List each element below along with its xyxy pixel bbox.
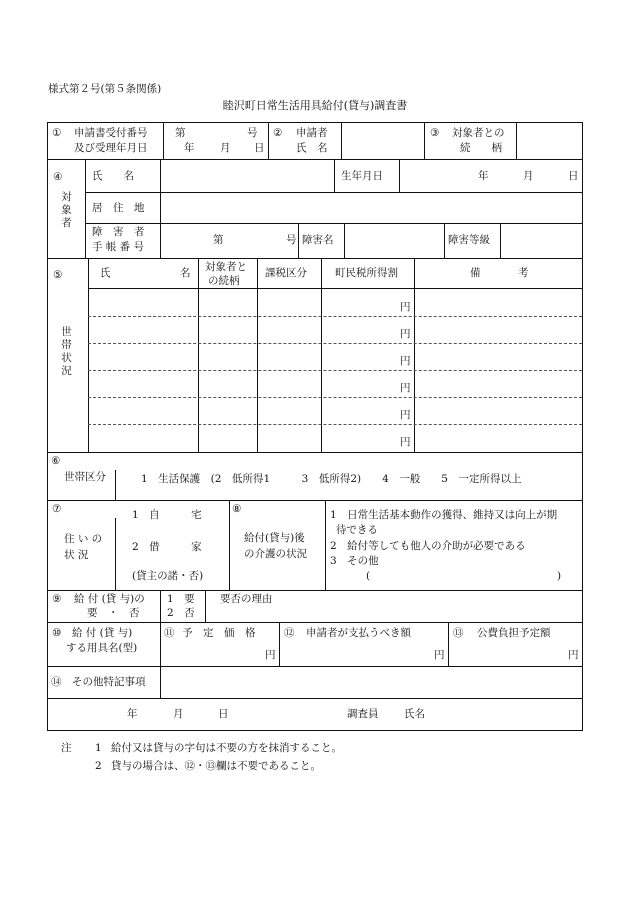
residence-label-line1: 住 い の: [64, 533, 103, 545]
item-number: ⑬: [453, 627, 464, 639]
birth-year-label: 年: [478, 170, 489, 182]
disability-grade-label: 障害等級: [448, 234, 490, 246]
investigation-day-label: 日: [218, 708, 229, 720]
yen-unit: 円: [568, 649, 579, 661]
col-tax-category: 課税区分: [265, 267, 307, 279]
disability-name-label: 障害名: [302, 234, 334, 246]
subject-side-label: 対象者: [61, 191, 72, 229]
form-title: 睦沢町日常生活用具給付(貸与)調査書: [222, 99, 408, 112]
yen-unit: 円: [265, 649, 276, 661]
equipment-label-line1: 給 付 (貸 与): [72, 627, 133, 639]
yen-unit: 円: [400, 382, 411, 394]
birth-day-label: 日: [568, 170, 579, 182]
item-number: ⑭: [51, 676, 62, 688]
item-number: ⑤: [53, 269, 63, 281]
note-1-text: 給付又は貸与の字句は不要の方を抹消すること。: [111, 742, 342, 754]
yen-unit: 円: [400, 328, 411, 340]
care-option-2: 2 給付等しても他人の介助が必要である: [330, 540, 526, 552]
col-income-tax: 町民税所得割: [335, 267, 398, 279]
yen-unit: 円: [400, 409, 411, 421]
month-label: 月: [220, 142, 231, 154]
item-number: ⑧: [232, 503, 242, 515]
relationship-label-line1: 対象者との: [452, 127, 505, 139]
equipment-label-line2: する用具名(型): [66, 642, 138, 654]
paren-close: ): [557, 570, 562, 582]
receipt-label-line2: 及び受理年月日: [74, 142, 148, 154]
yen-unit: 円: [434, 649, 445, 661]
col-relationship-line1: 対象者と: [205, 261, 247, 273]
item-number: ⑩: [52, 627, 62, 639]
care-label-line1: 給付(貸与)後: [244, 532, 305, 544]
necessity-reason-label: 要否の理由: [220, 593, 273, 605]
yen-unit: 円: [400, 301, 411, 313]
care-option-1a: 1 日常生活基本動作の獲得、維持又は向上が期: [330, 509, 558, 521]
col-remarks-a: 備: [470, 267, 481, 279]
handbook-label-line1: 障 害 者: [92, 226, 145, 238]
col-relationship-line2: の続柄: [208, 275, 240, 287]
care-option-1b: 待できる: [336, 524, 378, 536]
form-number: 様式第２号(第５条関係): [48, 83, 162, 95]
item-number: ⑥: [51, 455, 61, 467]
item-number: ③: [430, 127, 440, 139]
handbook-dai-label: 第: [213, 234, 224, 246]
item-number: ⑪: [164, 627, 175, 639]
paren-open: (: [366, 570, 371, 582]
care-option-3: 3 その他: [330, 555, 379, 567]
other-remarks-label: その他特記事項: [72, 676, 146, 688]
col-name-a: 氏: [100, 267, 111, 279]
necessity-label-line1: 給 付 (貸 与)の: [74, 593, 145, 605]
handbook-label-line2: 手 帳 番 号: [92, 241, 145, 253]
receipt-label-line1: 申請書受付番号: [74, 127, 148, 139]
dai-label: 第: [175, 127, 186, 139]
care-label-line2: の介護の状況: [244, 548, 307, 560]
birthdate-label: 生年月日: [341, 170, 383, 182]
necessity-option-yes: 1 要: [167, 593, 195, 605]
public-burden-label: 公費負担予定額: [477, 627, 551, 639]
applicant-label-line1: 申請者: [296, 127, 328, 139]
household-category-options: 1 生活保護 (2 低所得1 3 低所得2) 4 一般 5 一定所得以上: [141, 473, 522, 485]
col-remarks-b: 考: [518, 267, 529, 279]
name-label: 氏 名: [92, 170, 134, 182]
item-number: ⑦: [52, 503, 62, 515]
yen-unit: 円: [400, 355, 411, 367]
residence-label-line2: 状 況: [64, 549, 89, 561]
item-number: ②: [273, 127, 283, 139]
day-label: 日: [254, 142, 265, 154]
item-number: ④: [53, 171, 63, 183]
col-name-b: 名: [180, 267, 191, 279]
applicant-payment-label: 申請者が支払うべき額: [306, 627, 411, 639]
necessity-label-line2: 要 ・ 否: [87, 607, 140, 619]
note-2-number: 2: [95, 760, 102, 772]
investigator-label: 調査員: [347, 708, 379, 720]
household-side-label: 世帯状況: [61, 326, 72, 377]
investigator-name-label: 氏名: [404, 708, 425, 720]
applicant-label-line2: 氏 名: [296, 142, 328, 154]
landlord-consent: (貸主の諾・否): [132, 570, 204, 582]
yen-unit: 円: [400, 436, 411, 448]
notes-label: 注: [61, 742, 72, 754]
birth-month-label: 月: [523, 170, 534, 182]
residence-option-own: 1 自 宅: [132, 509, 202, 521]
relationship-label-line2: 続 柄: [460, 142, 502, 154]
gou-label: 号: [247, 127, 258, 139]
investigation-month-label: 月: [173, 708, 184, 720]
note-1-number: 1: [95, 742, 102, 754]
address-label: 居 住 地: [92, 202, 145, 214]
item-number: ⑫: [284, 627, 295, 639]
planned-price-label: 予 定 価 格: [182, 627, 256, 639]
note-2-text: 貸与の場合は、⑫・⑬欄は不要であること。: [111, 760, 321, 772]
necessity-option-no: 2 否: [167, 607, 195, 619]
residence-option-rent: 2 借 家: [132, 541, 202, 553]
handbook-gou-label: 号: [286, 234, 297, 246]
item-number: ⑨: [52, 593, 62, 605]
year-label: 年: [184, 142, 195, 154]
household-category-label: 世帯区分: [64, 471, 106, 483]
investigation-year-label: 年: [127, 708, 138, 720]
item-number: ①: [52, 127, 62, 139]
